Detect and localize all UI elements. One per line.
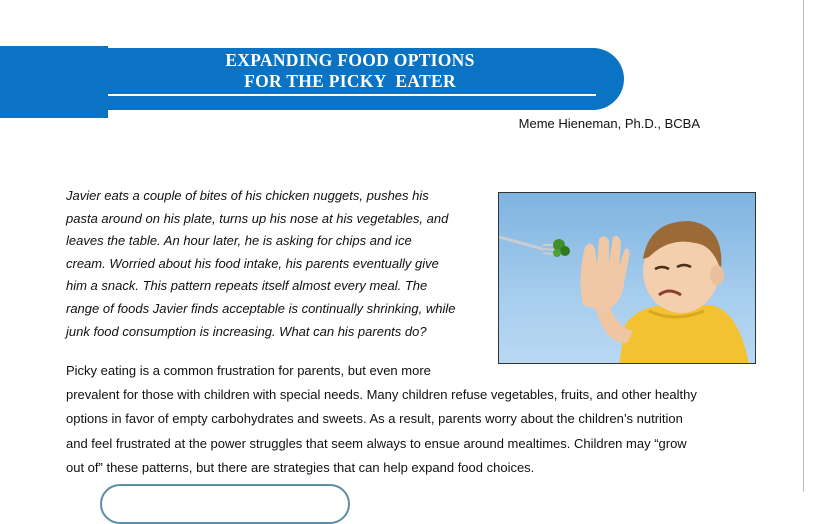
title-line-2: FOR THE PICKY EATER <box>244 71 456 91</box>
intro-line: range of foods Javier finds acceptable is continually shrinking, while <box>66 300 456 316</box>
body-line: out of” these patterns, but there are strategies that can help expand food choices. <box>66 459 535 475</box>
intro-line: leaves the table. An hour later, he is asking for chips and ice <box>66 233 412 249</box>
intro-line: pasta around on his plate, turns up his nose at his vegetables, and <box>66 210 449 226</box>
next-section-heading-outline <box>100 484 350 524</box>
photo-illustration <box>499 193 756 364</box>
page-title <box>100 50 600 92</box>
intro-line: junk food consumption is increasing. What can his parents do? <box>66 323 427 339</box>
intro-line: Javier eats a couple of bites of his chicken nuggets, pushes his <box>66 188 429 203</box>
banner-left-block <box>0 46 108 118</box>
intro-paragraph <box>66 185 496 343</box>
body-line: and feel frustrated at the power struggles that seem always to ensue around mealtimes. Children may “grow <box>66 435 687 451</box>
body-line: options in favor of empty carbohydrates and sweets. As a result, parents worry about the children’s nutrition <box>66 411 683 427</box>
body-line: Picky eating is a common frustration for parents, but even more <box>66 363 431 378</box>
page-edge <box>803 0 804 492</box>
title-underline <box>108 94 596 96</box>
title-line-1: EXPANDING FOOD OPTIONS <box>225 50 475 70</box>
intro-line: him a snack. This pattern repeats itself almost every meal. The <box>66 278 428 294</box>
author-byline: Meme Hieneman, Ph.D., BCBA <box>518 116 700 131</box>
intro-line: cream. Worried about his food intake, his parents eventually give <box>66 255 439 271</box>
body-paragraph <box>66 359 766 480</box>
child-refusing-broccoli-photo <box>498 192 756 364</box>
body-line: prevalent for those with children with special needs. Many children refuse vegetables, fruits, and other healthy <box>66 387 697 403</box>
